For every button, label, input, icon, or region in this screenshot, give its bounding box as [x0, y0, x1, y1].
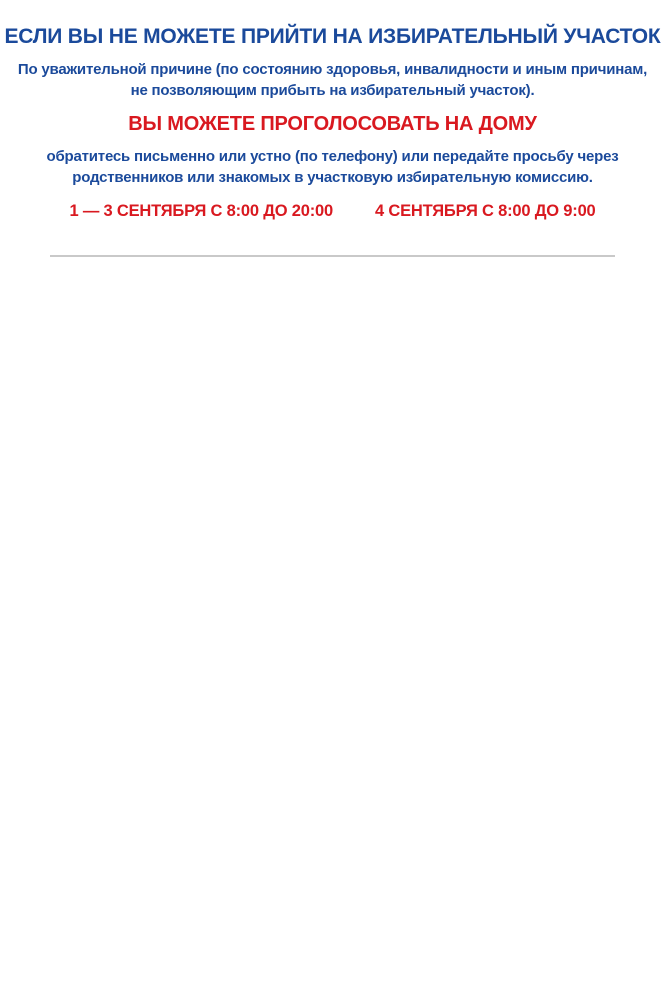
paragraph-how-to-request-line1: обратитесь письменно или устно (по телефону) или передайте просьбу через: [46, 148, 619, 165]
voting-dates: [0, 202, 665, 221]
heading-cannot-attend: ЕСЛИ ВЫ НЕ МОЖЕТЕ ПРИЙТИ НА ИЗБИРАТЕЛЬНЫЙ УЧАСТОК: [4, 25, 661, 48]
voting-dates-first: 1 — 3 СЕНТЯБРЯ С 8:00 ДО 20:00: [69, 202, 333, 220]
paragraph-how-to-request: [0, 146, 665, 188]
paragraph-valid-reason-line1: По уважительной причине (по состоянию здоровья, инвалидности и иным причинам,: [17, 61, 648, 78]
table-section: [0, 0, 665, 3]
footer-section: [0, 25, 665, 257]
paragraph-valid-reason: [0, 59, 665, 101]
paragraph-valid-reason-line2: не позволяющим прибыть на избирательный участок).: [130, 82, 535, 99]
paragraph-how-to-request-line2: родственников или знакомых в участковую избирательную комиссию.: [72, 169, 593, 186]
bottom-divider: [50, 255, 615, 257]
voting-dates-second: 4 СЕНТЯБРЯ С 8:00 ДО 9:00: [375, 202, 596, 220]
heading-vote-at-home: ВЫ МОЖЕТЕ ПРОГОЛОСОВАТЬ НА ДОМУ: [128, 113, 537, 135]
